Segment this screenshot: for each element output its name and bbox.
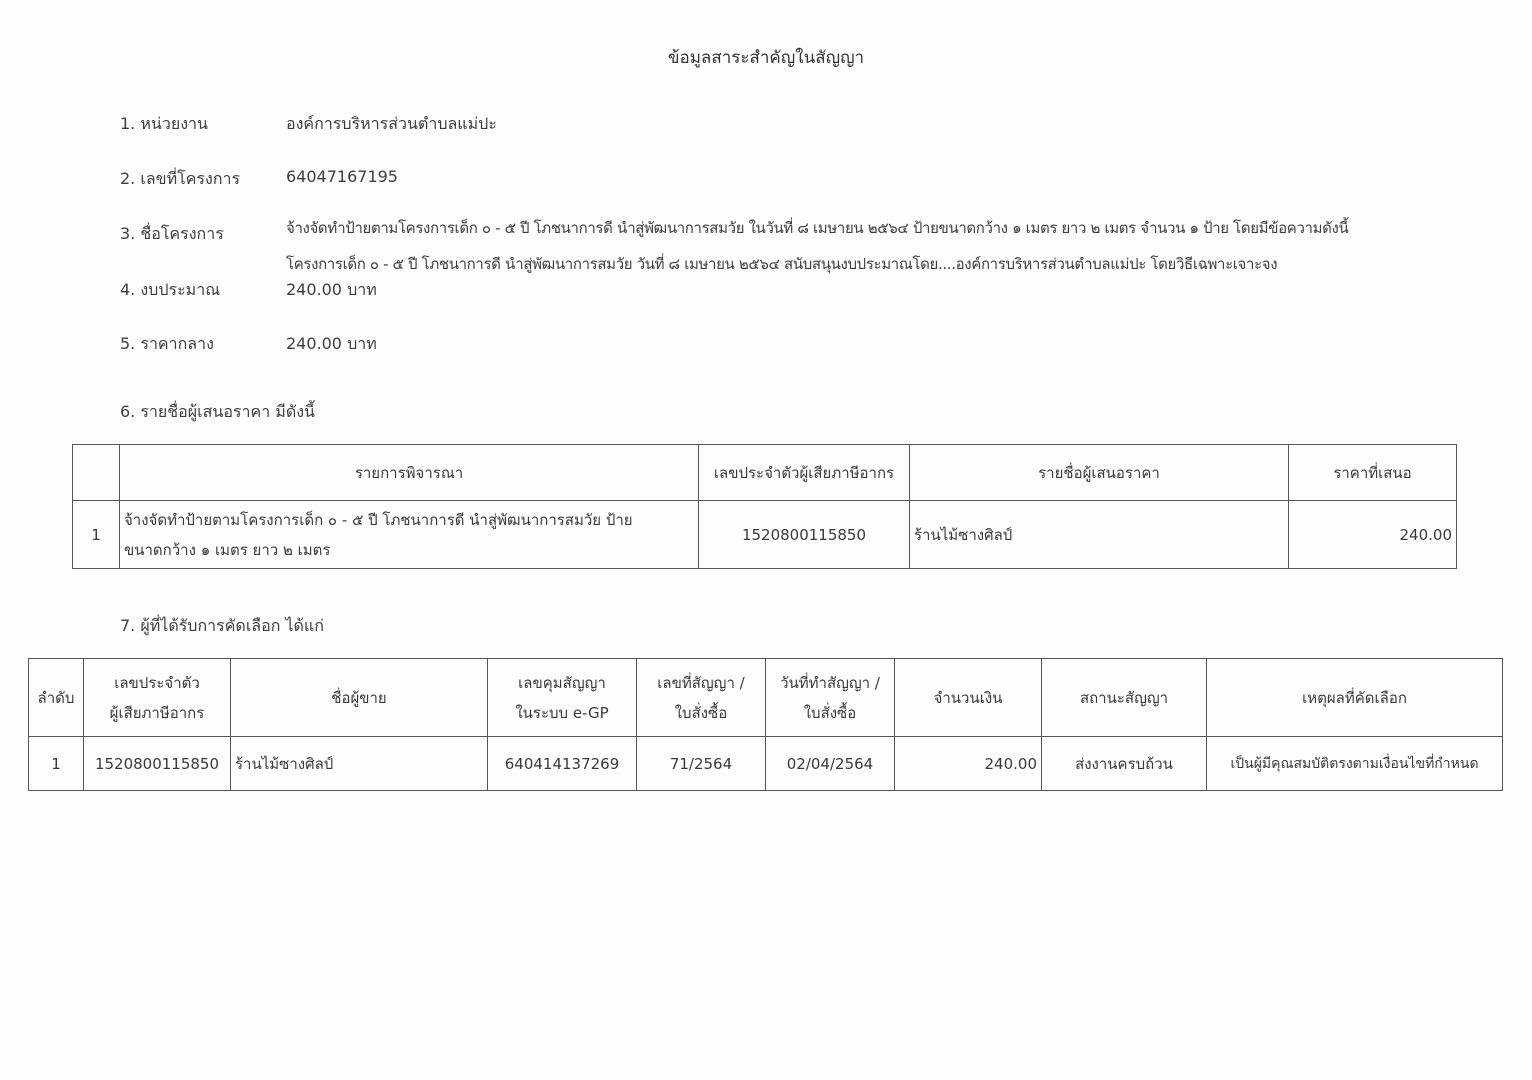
section-6-heading: 6. รายชื่อผู้เสนอราคา มีดังนี้: [120, 402, 315, 421]
cell-reason: เป็นผู้มีคุณสมบัติตรงตามเงื่อนไขที่กำหนด: [1207, 737, 1503, 791]
table-header-row: [29, 659, 1503, 737]
cell-no: 1: [29, 737, 84, 791]
col-header-amount: จำนวนเงิน: [895, 659, 1042, 737]
col-header-egp: เลขคุมสัญญา ในระบบ e-GP: [488, 659, 637, 737]
document-title: ข้อมูลสาระสำคัญในสัญญา: [667, 48, 865, 68]
field-label: 5. ราคากลาง: [120, 334, 214, 353]
cell-tax-id: 1520800115850: [699, 501, 910, 569]
field-value: 64047167195: [286, 167, 398, 186]
col-header-status: สถานะสัญญา: [1042, 659, 1207, 737]
col-header-item: รายการพิจารณา: [120, 445, 699, 501]
cell-item: [120, 501, 699, 569]
cell-no: 1: [73, 501, 120, 569]
bidders-table: [72, 444, 1457, 569]
col-header-contract-date: วันที่ทำสัญญา / ใบสั่งซื้อ: [766, 659, 895, 737]
field-value-line2: โครงการเด็ก ๐ - ๕ ปี โภชนาการดี นำสู่พัฒนาการสมวัย วันที่ ๘ เมษายน ๒๕๖๔ สนับสนุนงบประมาณโดย....องค์การบริหารส่วนตำบลแม่ปะ โดยวิธีเฉพาะเจาะจง: [286, 255, 1278, 273]
col-header-bidder: รายชื่อผู้เสนอราคา: [910, 445, 1289, 501]
section-7-heading: 7. ผู้ที่ได้รับการคัดเลือก ได้แก่: [120, 616, 324, 635]
col-header-seller: ชื่อผู้ขาย: [231, 659, 488, 737]
field-value: 240.00 บาท: [286, 334, 377, 353]
field-value: 240.00 บาท: [286, 280, 377, 299]
field-value: องค์การบริหารส่วนตำบลแม่ปะ: [286, 114, 497, 133]
field-label: 4. งบประมาณ: [120, 280, 221, 299]
field-label: 3. ชื่อโครงการ: [120, 224, 224, 243]
cell-contract-no: 71/2564: [637, 737, 766, 791]
col-header-reason: เหตุผลที่คัดเลือก: [1207, 659, 1503, 737]
selected-vendor-table: [28, 658, 1503, 791]
cell-status: ส่งงานครบถ้วน: [1042, 737, 1207, 791]
cell-egp-no: 640414137269: [488, 737, 637, 791]
cell-price: 240.00: [1289, 501, 1457, 569]
field-value: จ้างจัดทำป้ายตามโครงการเด็ก ๐ - ๕ ปี โภชนาการดี นำสู่พัฒนาการสมวัย ในวันที่ ๘ เมษายน ๒๕๖๔ ป้ายขนาดกว้าง ๑ เมตร ยาว ๒ เมตร จำนวน ๑ ป้าย โดยมีข้อความดังนี้: [286, 219, 1349, 237]
table-row: [73, 501, 1457, 569]
cell-bidder: ร้านไม้ซางศิลป์: [910, 501, 1289, 569]
col-header-contract-no: เลขที่สัญญา / ใบสั่งซื้อ: [637, 659, 766, 737]
col-header-tax-id: เลขประจำตัว ผู้เสียภาษีอากร: [84, 659, 231, 737]
cell-contract-date: 02/04/2564: [766, 737, 895, 791]
col-header-no: ลำดับ: [29, 659, 84, 737]
table-row: [29, 737, 1503, 791]
cell-seller: ร้านไม้ซางศิลป์: [231, 737, 488, 791]
col-header-no: [73, 445, 120, 501]
col-header-tax-id: เลขประจำตัวผู้เสียภาษีอากร: [699, 445, 910, 501]
table-header-row: [73, 445, 1457, 501]
cell-item-line1: จ้างจัดทำป้ายตามโครงการเด็ก ๐ - ๕ ปี โภชนาการดี นำสู่พัฒนาการสมวัย ป้าย: [124, 510, 633, 529]
field-label: 1. หน่วยงาน: [120, 114, 208, 133]
cell-tax-id: 1520800115850: [84, 737, 231, 791]
col-header-price: ราคาที่เสนอ: [1289, 445, 1457, 501]
cell-item-line2: ขนาดกว้าง ๑ เมตร ยาว ๒ เมตร: [124, 540, 331, 559]
cell-amount: 240.00: [895, 737, 1042, 791]
field-label: 2. เลขที่โครงการ: [120, 169, 241, 188]
